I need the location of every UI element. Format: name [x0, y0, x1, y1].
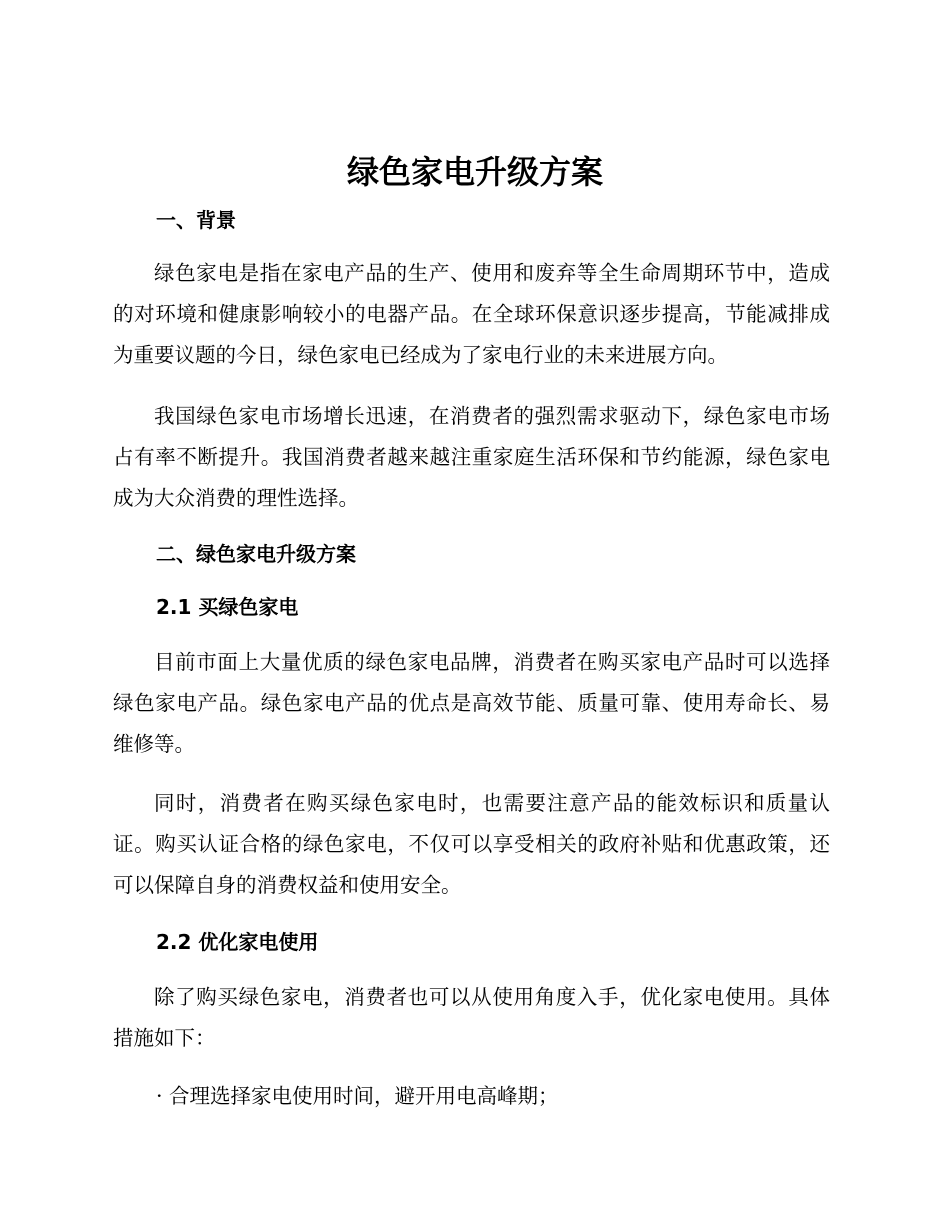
bullet-list-item: · 合理选择家电使用时间，避开用电高峰期；	[156, 1084, 559, 1108]
subsection-2-1-paragraph-2: 同时，消费者在购买绿色家电时，也需要注意产品的能效标识和质量认证。购买认证合格的绿色家电，不仅可以享受相关的政府补贴和优惠政策，还可以保障自身的消费权益和使用安全。	[113, 791, 830, 897]
subsection-2-2-paragraph-1: 除了购买绿色家电，消费者也可以从使用角度入手，优化家电使用。具体措施如下：	[113, 985, 830, 1050]
background-paragraph-2: 我国绿色家电市场增长迅速，在消费者的强烈需求驱动下，绿色家电市场占有率不断提升。我国消费者越来越注重家庭生活环保和节约能源，绿色家电成为大众消费的理性选择。	[113, 404, 830, 510]
subsection-heading-2-1: 2.1 买绿色家电	[156, 595, 299, 619]
section-heading-background: 一、背景	[156, 208, 236, 232]
subsection-2-1-paragraph-1: 目前市面上大量优质的绿色家电品牌，消费者在购买家电产品时可以选择绿色家电产品。绿色家电产品的优点是高效节能、质量可靠、使用寿命长、易维修等。	[113, 650, 830, 756]
section-heading-upgrade-plan: 二、绿色家电升级方案	[156, 542, 356, 566]
document-title: 绿色家电升级方案	[346, 153, 603, 191]
background-paragraph-1: 绿色家电是指在家电产品的生产、使用和废弃等全生命周期环节中，造成的对环境和健康影响较小的电器产品。在全球环保意识逐步提高，节能减排成为重要议题的今日，绿色家电已经成为了家电行业的未来进展方向。	[113, 261, 830, 367]
subsection-heading-2-2: 2.2 优化家电使用	[156, 930, 319, 954]
